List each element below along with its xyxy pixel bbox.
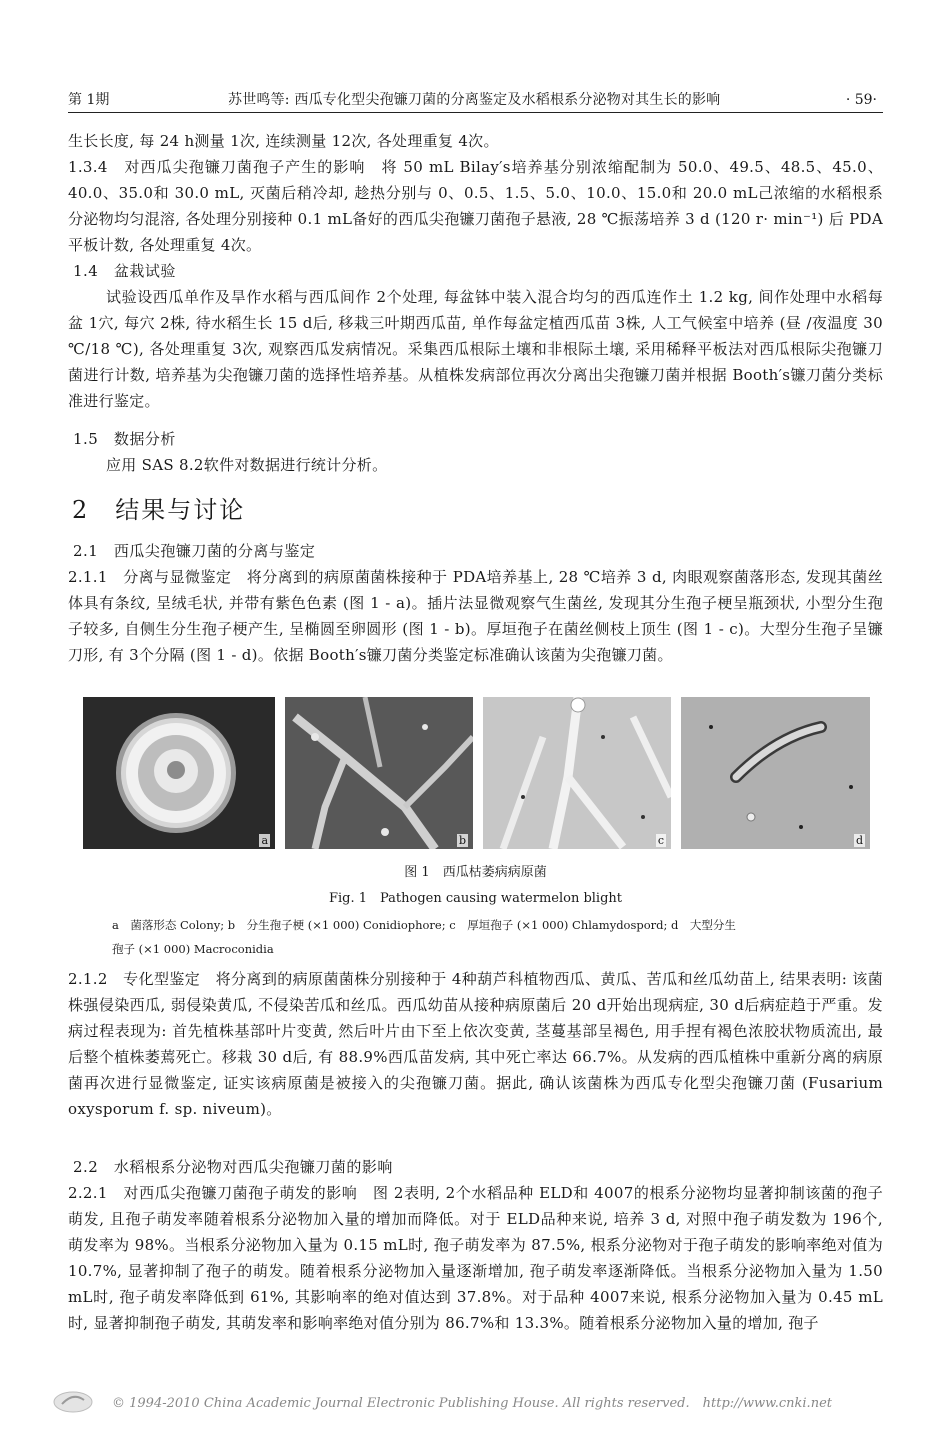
- paragraph-growth-length: 生长长度, 每 24 h测量 1次, 连续测量 12次, 各处理重复 4次。: [68, 132, 499, 150]
- issue-number: 第 1期: [68, 92, 110, 108]
- heading-1-4: 1.4 盆栽试验: [73, 262, 176, 280]
- chlamydospore-micrograph: [483, 697, 671, 849]
- colony-photo: [83, 697, 275, 849]
- panel-letter-c: c: [657, 834, 664, 847]
- paragraph-2-2-1: 2.2.1 对西瓜尖孢镰刀菌孢子萌发的影响 图 2表明, 2个水稻品种 ELD和 4007的根系分泌物均显著抑制该菌的孢子萌发, 且孢子萌发率随着根系分泌物加入量的增加而降低。对于 ELD品种来说, 培养 3 d, 对照中孢子萌发数为 196个, 萌发率为 98%。当根系分泌物加入量为 0.15 mL时, 孢子萌发率为 87.5%, 根系分泌物对于孢子萌发的影响率绝对值为 10.7%, 显著抑制了孢子的萌发。随着根系分泌物加入量逐渐增加, 孢子萌发率逐渐降低。当根系分泌物加入量为 1.50 mL时, 孢子萌发率降低到 61%, 其影响率的绝对值达到 37.8%。对于品种 4007来说, 根系分泌物加入量为 0.45 mL时, 显著抑制孢子萌发, 其萌发率和影响率绝对值分别为 86.7%和 13.3%。随着根系分泌物加入量的增加, 孢子: [68, 1184, 883, 1332]
- figure-legend-line2: 孢子 (×1 000) Macroconidia: [112, 942, 274, 956]
- running-title: 苏世鸣等: 西瓜专化型尖孢镰刀菌的分离鉴定及水稻根系分泌物对其生长的影响: [228, 92, 721, 108]
- cnki-logo-icon: [52, 1390, 94, 1414]
- paragraph-2-1-1: 2.1.1 分离与显微鉴定 将分离到的病原菌菌株接种于 PDA培养基上, 28 ℃培养 3 d, 肉眼观察菌落形态, 发现其菌丝体具有条纹, 呈绒毛状, 并带有紫色色素 (图 1 - a)。插片法显微观察气生菌丝, 发现其分生孢子梗呈瓶颈状, 小型分生孢子较多, 自侧生分生孢子梗产生, 呈椭圆至卵圆形 (图 1 - b)。厚垣孢子在菌丝侧枝上顶生 (图 1 - c)。大型分生孢子呈镰刀形, 有 3个分隔 (图 1 - d)。依据 Booth′s镰刀菌分类鉴定标准确认该菌为尖孢镰刀菌。: [68, 568, 883, 664]
- figure-caption-cn: 图 1 西瓜枯萎病病原菌: [404, 865, 547, 880]
- footer: [52, 1388, 932, 1416]
- figure-legend-line1: a 菌落形态 Colony; b 分生孢子梗 (×1 000) Conidiophore; c 厚垣孢子 (×1 000) Chlamydospord; d 大型分生: [112, 918, 736, 932]
- panel-letter-a: a: [261, 834, 268, 847]
- paragraph-1-4: 试验设西瓜单作及旱作水稻与西瓜间作 2个处理, 每盆钵中装入混合均匀的西瓜连作土 1.2 kg, 间作处理中水稻每盆 1穴, 每穴 2株, 待水稻生长 15 d后, 移栽三叶期西瓜苗, 单作每盆定植西瓜苗 3株, 人工气候室中培养 (昼 /夜温度 30 ℃/18 ℃), 各处理重复 3次, 观察西瓜发病情况。采集西瓜根际土壤和非根际土壤, 采用稀释平板法对西瓜根际尖孢镰刀菌进行计数, 培养基为尖孢镰刀菌的选择性培养基。从植株发病部位再次分离出尖孢镰刀菌并根据 Booth′s镰刀菌分类标准进行鉴定。: [68, 288, 883, 410]
- macroconidia-micrograph: [681, 697, 870, 849]
- paragraph-1-3-4: 1.3.4 对西瓜尖孢镰刀菌孢子产生的影响 将 50 mL Bilay′s培养基分别浓缩配制为 50.0、49.5、48.5、45.0、40.0、35.0和 30.0 mL, 灭菌后稍冷却, 趁热分别与 0、0.5、1.5、5.0、10.0、15.0和 20.0 mL己浓缩的水稻根系分泌物均匀混溶, 各处理分别接种 0.1 mL备好的西瓜尖孢镰刀菌孢子悬液, 28 ℃振荡培养 3 d (120 r· min⁻¹) 后 PDA平板计数, 各处理重复 4次。: [68, 158, 883, 254]
- paragraph-1-5: 应用 SAS 8.2软件对数据进行统计分析。: [106, 456, 388, 474]
- copyright-notice: © 1994-2010 China Academic Journal Electronic Publishing House. All rights reserved. http://www.cnki.net: [112, 1396, 832, 1411]
- figure-caption-en: Fig. 1 Pathogen causing watermelon blight: [328, 891, 623, 906]
- conidiophore-micrograph: [285, 697, 473, 849]
- heading-section-2: 2 结果与讨论: [72, 496, 246, 524]
- paragraph-2-1-2: 2.1.2 专化型鉴定 将分离到的病原菌菌株分别接种于 4种葫芦科植物西瓜、黄瓜、苦瓜和丝瓜幼苗上, 结果表明: 该菌株强侵染西瓜, 弱侵染黄瓜, 不侵染苦瓜和丝瓜。西瓜幼苗从接种病原菌后 20 d开始出现病症, 30 d后病症趋于严重。发病过程表现为: 首先植株基部叶片变黄, 然后叶片由下至上依次变黄, 茎蔓基部呈褐色, 用手捏有褐色浓胶状物质流出, 最后整个植株萎蔫死亡。移栽 30 d后, 有 88.9%西瓜苗发病, 其中死亡率达 66.7%。从发病的西瓜植株中重新分离的病原菌再次进行显微鉴定, 证实该病原菌是被接入的尖孢镰刀菌。据此, 确认该菌株为西瓜专化型尖孢镰刀菌 (Fusarium oxysporum f. sp. niveum)。: [68, 970, 883, 1118]
- page-number: · 59·: [845, 92, 877, 108]
- heading-2-1: 2.1 西瓜尖孢镰刀菌的分离与鉴定: [73, 542, 316, 560]
- heading-2-2: 2.2 水稻根系分泌物对西瓜尖孢镰刀菌的影响: [73, 1158, 393, 1176]
- heading-1-5: 1.5 数据分析: [73, 430, 176, 448]
- running-header: [68, 88, 883, 113]
- panel-letter-b: b: [458, 834, 466, 847]
- panel-letter-d: d: [855, 834, 863, 847]
- figure-1-panels: [83, 697, 870, 849]
